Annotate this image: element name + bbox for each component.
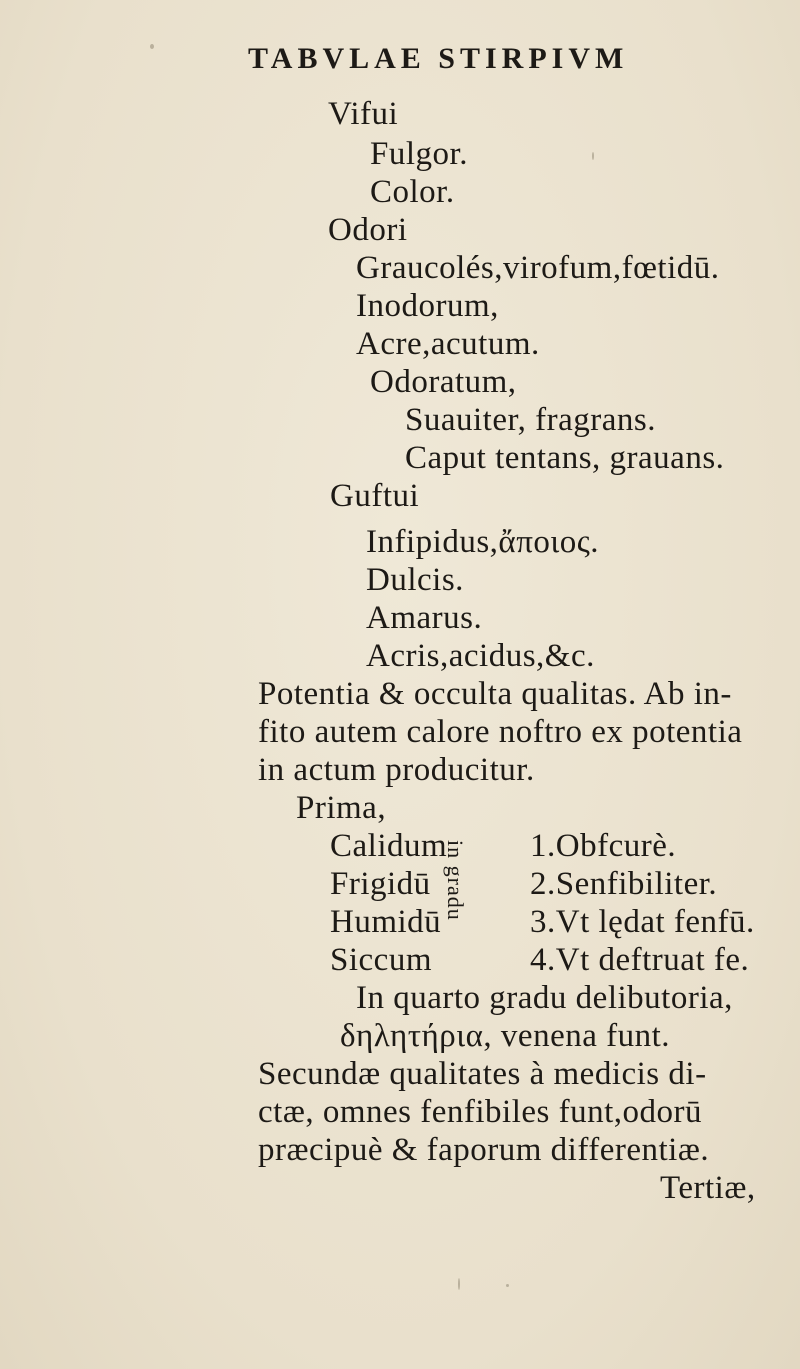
text-line: Tertiæ, [660, 1170, 756, 1206]
text-line: Suauiter, fragrans. [405, 402, 657, 438]
grade-effect: 4.Vt deftruat fe. [530, 942, 750, 978]
text-line: In quarto gradu delibutoria, [356, 980, 733, 1016]
text-line: Amarus. [366, 600, 483, 636]
text-line: in actum producitur. [258, 752, 535, 788]
paper-speck [150, 44, 154, 49]
text-line: Color. [370, 174, 455, 210]
grade-quality: Humidū [330, 904, 442, 940]
text-line: Graucolés,virofum,fœtidū. [356, 250, 720, 286]
paper-speck [592, 152, 594, 160]
text-line: Odoratum, [370, 364, 517, 400]
grade-quality: Frigidū [330, 866, 431, 902]
grade-effect: 1.Obfcurè. [530, 828, 677, 864]
text-line: Acre,acutum. [356, 326, 540, 362]
text-line: Guftui [330, 478, 420, 514]
grade-effect: 3.Vt lędat fenfū. [530, 904, 755, 940]
paper-speck [458, 1278, 460, 1290]
text-line: δηλητήρια, venena funt. [340, 1018, 671, 1054]
text-line: ctæ, omnes fenfibiles funt,odorū [258, 1094, 703, 1130]
text-line: Dulcis. [366, 562, 464, 598]
text-line: Odori [328, 212, 408, 248]
text-line: Potentia & occulta qualitas. Ab in- [258, 676, 732, 712]
text-line: Prima, [296, 790, 387, 826]
text-line: præcipuè & faporum differentiæ. [258, 1132, 710, 1168]
text-line: Fulgor. [370, 136, 468, 172]
grade-quality: Calidum [330, 828, 448, 864]
paper-speck [506, 1284, 509, 1287]
text-line: Inodorum, [356, 288, 499, 324]
grade-brace-label: in gradu [443, 840, 468, 921]
text-line: Vifui [328, 96, 399, 132]
text-line: Acris,acidus,&c. [366, 638, 595, 674]
text-line: Secundæ qualitates à medicis di- [258, 1056, 707, 1092]
text-line: Caput tentans, grauans. [405, 440, 725, 476]
grade-quality: Siccum [330, 942, 432, 978]
grade-effect: 2.Senfibiliter. [530, 866, 718, 902]
running-header: TABVLAE STIRPIVM [248, 42, 629, 75]
text-line: Infipidus,ἄποιος. [366, 524, 600, 560]
text-line: fito autem calore noftro ex potentia [258, 714, 743, 750]
